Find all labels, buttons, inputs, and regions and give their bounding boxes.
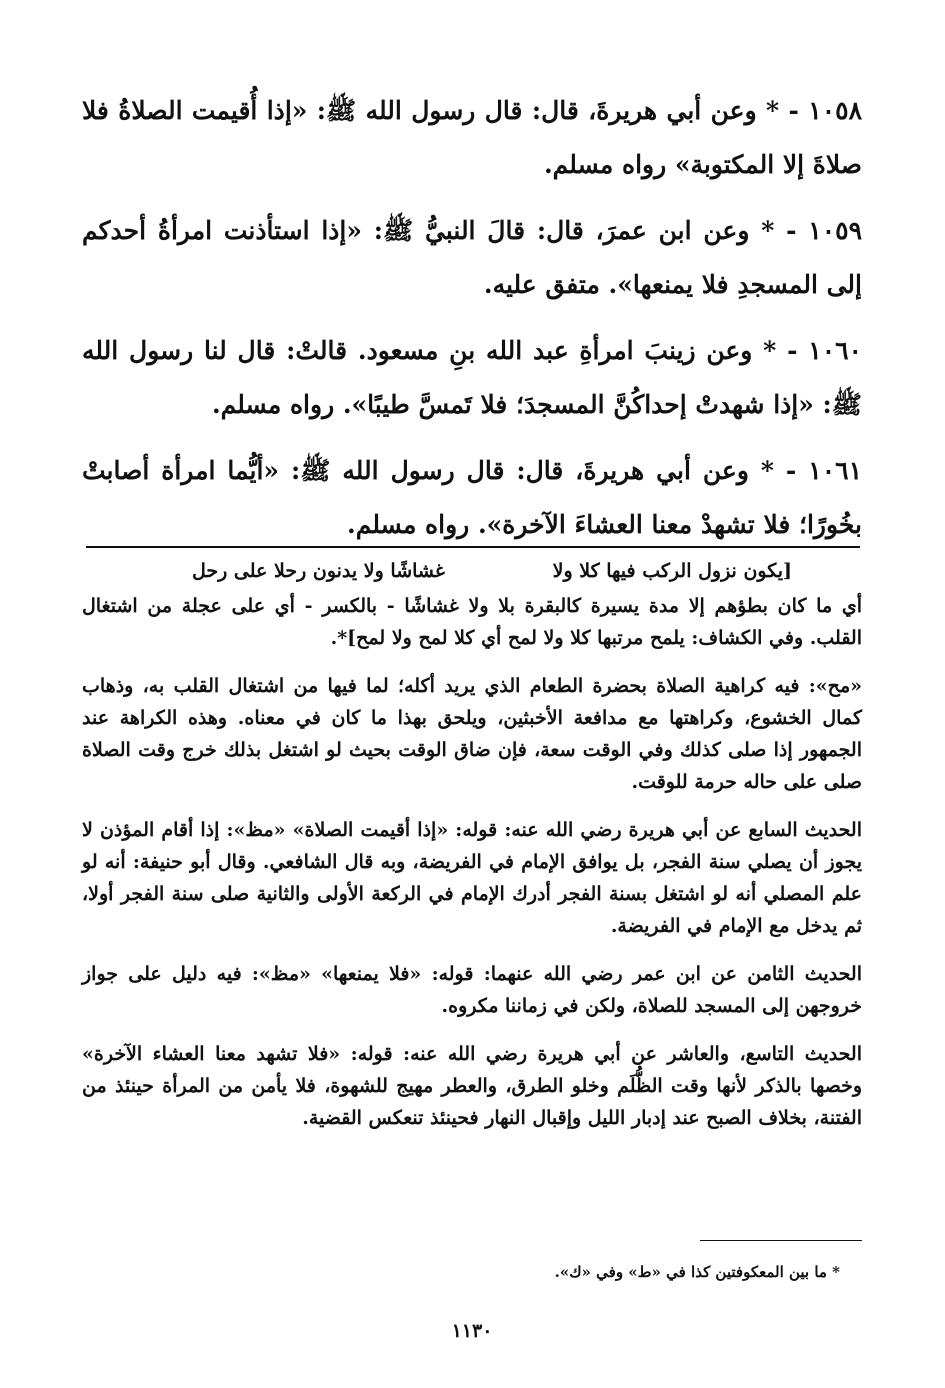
verse-hemistich-second: غشاشًا ولا يدنون رحلا على رحل: [192, 560, 445, 582]
hadith-text: - * وعن ابن عمرَ، قال: قالَ النبيُّ ﷺ: «إذا استأذنت امرأةُ أحدكم إلى المسجدِ فلا يمنعها». متفق عليه.: [82, 216, 862, 299]
hadith-1058: [82, 84, 862, 192]
hadith-number: ١٠٥٨: [808, 96, 862, 125]
page-number: ١١٣٠: [451, 1320, 493, 1342]
hadith-list: [82, 84, 862, 564]
commentary-paragraph: أي ما كان بطؤهم إلا مدة يسيرة كالبقرة بلا ولا غشاشًا - بالكسر - أي على عجلة من اشتغال القلب. وفي الكشاف: يلمح مرتبها كلا ولا لمح أي كلا لمح ولا لمح]*.: [82, 595, 862, 649]
commentary-section: [82, 552, 862, 1150]
hadith-1060: [82, 324, 862, 432]
commentary-paragraph: الحديث السابع عن أبي هريرة رضي الله عنه: قوله: «إذا أقيمت الصلاة» «مظ»: إذا أقام المؤذن لا يجوز أن يصلي سنة الفجر، بل يوافق الإمام في الفريضة، وبه قال الشافعي. وقال أبو حنيفة: أنه لو علم المصلي أنه لو اشتغل بسنة الفجر أدرك الإمام في الركعة الأولى والثانية صلى سنة الفجر أولا، ثم يدخل مع الإمام في الفريضة.: [82, 819, 862, 937]
hadith-number: ١٠٦٠: [808, 336, 862, 365]
section-divider: [86, 546, 860, 548]
commentary-paragraph: «مح»: فيه كراهية الصلاة بحضرة الطعام الذي يريد أكله؛ لما فيها من اشتغال القلب به، وذهاب كمال الخشوع، وكراهتها مع مدافعة الأخبثين، ويلحق بهذا ما كان في معناه. وهذه الكراهة عند الجمهور إذا صلى كذلك وفي الوقت سعة، فإن ضاق الوقت بحيث لو اشتغل بذلك خرج وقت الصلاة صلى على حاله حرمة للوقت.: [82, 675, 862, 793]
hadith-number: ١٠٦١: [808, 456, 862, 485]
hadith-text: - * وعن أبي هريرةَ، قال: قال رسول الله ﷺ: «أيُّما امرأة أصابتْ بخُورًا؛ فلا تشهدْ معنا العشاءَ الآخرة». رواه مسلم.: [82, 456, 862, 539]
hadith-1061: [82, 444, 862, 552]
hadith-number: ١٠٥٩: [808, 216, 862, 245]
verse-hemistich-first: [يكون نزول الركب فيها كلا ولا: [552, 560, 792, 582]
hadith-text: - * وعن زينبَ امرأةِ عبد الله بنِ مسعود. قالتْ: قال لنا رسول الله ﷺ: «إذا شهدتْ إحداكُنَّ المسجدَ؛ فلا تَمسَّ طيبًا». رواه مسلم.: [82, 336, 862, 419]
footnote: * ما بين المعكوفتين كذا في «ط» وفي «ك».: [554, 1263, 840, 1281]
poetry-verse: [82, 552, 862, 590]
hadith-1059: [82, 204, 862, 312]
commentary-paragraph: الحديث الثامن عن ابن عمر رضي الله عنهما: قوله: «فلا يمنعها» «مظ»: فيه دليل على جواز خروجهن إلى المسجد للصلاة، ولكن في زماننا مكروه.: [82, 963, 862, 1017]
commentary-paragraph: الحديث التاسع، والعاشر عن أبي هريرة رضي الله عنه: قوله: «فلا تشهد معنا العشاء الآخرة» وخصها بالذكر لأنها وقت الظُّلَم وخلو الطرق، والعطر مهيج للشهوة، فلا يأمن من المرأة حينئذ من الفتنة، بخلاف الصبح عند إدبار الليل وإقبال النهار فحينئذ تنعكس القضية.: [82, 1043, 862, 1129]
hadith-text: - * وعن أبي هريرةَ، قال: قال رسول الله ﷺ: «إذا أُقيمت الصلاةُ فلا صلاةَ إلا المكتوبة» رواه مسلم.: [82, 96, 862, 179]
footnote-divider: [700, 1240, 862, 1241]
